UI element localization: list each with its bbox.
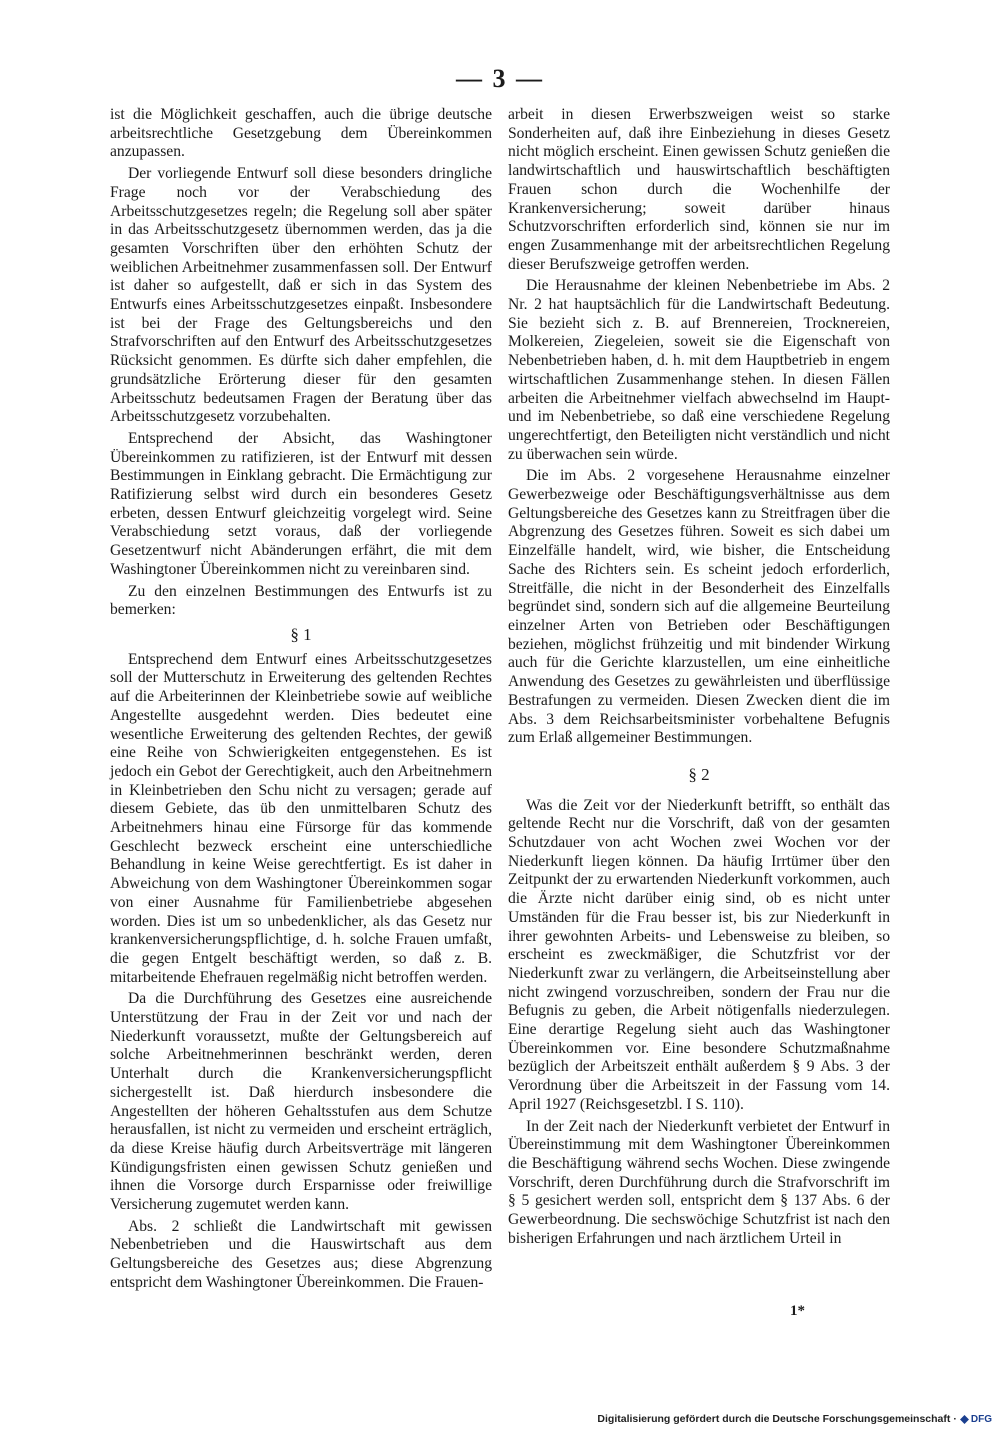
paragraph: arbeit in diesen Erwerbszweigen weist so starke Sonderheiten auf, daß ihre Einbeziehung in dieses Gesetz nicht möglich erscheint. Einen gewissen Schutz genießen die landwirtschaftlich und hauswirtschaftlich beschäftigten Frauen schon durch die Wochenhilfe der Krankenversicherung; soweit darüber hinaus Schutzvorschriften erforderlich sind, können sie nur im engen Zusammenhange mit der arbeitsrechtlichen Regelung dieser Berufszweige getroffen werden. xyxy=(508,106,890,273)
dfg-logo-icon xyxy=(960,1414,992,1425)
paragraph: Der vorliegende Entwurf soll diese besonders dringliche Frage noch vor der Verabschiedung des Arbeitsschutzgesetzes regeln; die Regelung soll aber später in das Arbeitsschutzgesetz übernommen werden, das ja die gesamten Vorschriften über den erhöhten Schutz der weiblichen Arbeitnehmer zusammenfassen soll. Der Entwurf ist daher so aufgestellt, daß er sich in das System des Entwurfs eines Arbeitsschutzgesetzes einpaßt. Insbesondere ist bei der Frage des Geltungsbereichs und den Strafvorschriften auf den Entwurf des Arbeitsschutzgesetzes Rücksicht genommen. Es dürfte sich daher empfehlen, die grundsätzliche Erörterung dieser für den gesamten Arbeitsschutz bedeutsamen Fragen der Beratung über das Arbeitsschutzgesetz vorzubehalten. xyxy=(110,165,492,426)
paragraph: ist die Möglichkeit geschaffen, auch die übrige deutsche arbeitsrechtliche Gesetzgebung dem Übereinkommen anzupassen. xyxy=(110,106,492,161)
page-number: — 3 — xyxy=(456,64,544,93)
footer-credit xyxy=(597,1413,992,1425)
paragraph: Was die Zeit vor der Niederkunft betrifft, so enthält das geltende Recht nur die Vorschrift, daß von der gesamten Schutzdauer von acht Wochen zwei Wochen vor der Niederkunft liegen können. Da häufig Irrtümer über den Zeitpunkt der zu erwartenden Niederkunft vorkommen, auch die Ärzte nicht darüber einig sind, ob es nicht unter Umständen für die Frau besser ist, bis zur Niederkunft in ihrer gewohnten Arbeits- und Lebensweise zu bleiben, so erscheint es zweckmäßiger, die Schutzfrist vor der Niederkunft zwar zu verlängern, die Arbeitseinstellung aber nicht zwingend vorzuschreiben, sondern der Frau nur die Befugnis zu geben, die Arbeit nötigenfalls niederzulegen. Eine derartige Regelung sieht auch das Washingtoner Übereinkommen vor. Eine besondere Schutzmaßnahme bezüglich der Arbeitszeit enthält außerdem § 9 Abs. 3 der Verordnung über die Arbeitszeit in der Fassung vom 14. April 1927 (Reichsgesetzbl. I S. 110). xyxy=(508,796,890,1113)
dfg-mark-icon xyxy=(960,1415,969,1424)
paragraph: Zu den einzelnen Bestimmungen des Entwurfs ist zu bemerken: xyxy=(110,582,492,619)
footer-separator: · xyxy=(953,1413,957,1425)
section-heading-1: § 1 xyxy=(290,624,312,644)
paragraph: Entsprechend der Absicht, das Washingtoner Übereinkommen zu ratifizieren, ist der Entwurf mit dessen Bestimmungen in Einklang gebracht. Die Ermächtigung zur Ratifizierung selbst wird durch ein besonderes Gesetz erbeten, dessen Entwurf gleichzeitig vorgelegt wird. Seine Verabschiedung setzt voraus, daß der vorliegende Gesetzentwurf nicht Abänderungen erfährt, die mit dem Washingtoner Übereinkommen nicht zu vereinbaren sind. xyxy=(110,429,492,578)
paragraph: In der Zeit nach der Niederkunft verbietet der Entwurf in Übereinstimmung mit dem Washingtoner Übereinkommen die Beschäftigung während sechs Wochen. Diese zwingende Vorschrift, deren Durchführung durch die Strafvorschrift im § 5 gesichert werden soll, entspricht dem § 137 Abs. 6 der Gewerbeordnung. Die sechswöchige Schutzfrist ist nach den bisherigen Erfahrungen und nach ärztlichem Urteil in xyxy=(508,1117,890,1247)
footer-credit-text: Digitalisierung gefördert durch die Deutsche Forschungsgemeinschaft xyxy=(597,1413,951,1425)
section-heading-2: § 2 xyxy=(688,764,710,784)
paragraph: Abs. 2 schließt die Landwirtschaft mit gewissen Nebenbetrieben und die Hauswirtschaft aus dem Geltungsbereiche des Gesetzes aus; diese Abgrenzung entspricht dem Washingtoner Übereinkommen. Die Frauen- xyxy=(110,1217,492,1291)
paragraph: Da die Durchführung des Gesetzes eine ausreichende Unterstützung der Frau in der Zeit vor und nach der Niederkunft voraussetzt, mußte der Geltungsbereich auf solche Arbeitnehmerinnen beschränkt werden, deren Unterhalt durch die Krankenversicherungspflicht sichergestellt ist. Daß hierdurch insbesondere die Angestellten der höheren Gehaltsstufen aus dem Schutze herausfallen, ist nicht zu vermeiden und erscheint erträglich, da diese Kreise häufig durch Arbeitsverträge mit längeren Kündigungsfristen einen gewissen Schutz genießen und ihnen die Vorsorge durch Ersparnisse oder freiwillige Versicherung zugemutet werden kann. xyxy=(110,990,492,1214)
paragraph: Entsprechend dem Entwurf eines Arbeitsschutzgesetzes soll der Mutterschutz in Erweiterung des geltenden Rechtes auf die Arbeiterinnen der Kleinbetriebe sowie auf weibliche Angestellte ausgedehnt werden. Dies bedeutet eine wesentliche Erweiterung des geltenden Rechtes, der gewiß eine Reihe von Schwierigkeiten entgegenstehen. Es ist jedoch ein Gebot der Gerechtigkeit, auch den Arbeitnehmern in Kleinbetrieben den Schu nicht zu versagen; gerade auf diesem Gebiete, das üb den unmittelbaren Schutz des Arbeitnehmers hinau eine Fürsorge für das kommende Geschlecht bezweck erscheint eine unterschiedliche Behandlung in keine Weise gerechtfertigt. Es ist daher in Abweichung von dem Washingtoner Übereinkommen sogar von einer Ausnahme für Familienbetriebe abgesehen worden. Dies ist um so unbedenklicher, als das Gesetz nur krankenversicherungspflichtige, d. h. solche Frauen umfaßt, die gegen Entgelt beschäftigt werden, so daß z. B. mitarbeitende Ehefrauen regelmäßig nicht betroffen werden. xyxy=(110,650,492,986)
paragraph: Die Herausnahme der kleinen Nebenbetriebe im Abs. 2 Nr. 2 hat hauptsächlich für die Landwirtschaft Bedeutung. Sie bezieht sich z. B. auf Brennereien, Trocknereien, Molkereien, Ziegeleien, soweit sie die Eigenschaft von Nebenbetrieben haben, d. h. mit dem Hauptbetrieb in engem wirtschaftlichen Zusammenhange stehen. In diesen Fällen arbeiten die Arbeitnehmer vielfach abwechselnd im Haupt- und im Nebenbetriebe, so daß eine verschiedene Regelung ungerechtfertigt, den Beteiligten nicht verständlich und nicht zu überwachen sein würde. xyxy=(508,277,890,463)
right-column xyxy=(508,106,890,1251)
paragraph: Die im Abs. 2 vorgesehene Herausnahme einzelner Gewerbezweige oder Beschäftigungsverhältnisse aus dem Geltungsbereiche des Gesetzes kann zu Streitfragen über die Abgrenzung des Gesetzes führen. Soweit es sich dabei um Einzelfälle handelt, wird, wie bisher, die Entscheidung Sache des Richters sein. Es scheint jedoch erforderlich, Streitfälle, die nicht in der Besonderheit des Einzelfalls begründet sind, sondern sich auf die allgemeine Beurteilung einzelner Arten von Betrieben oder Beschäftigungen beziehen, möglichst frühzeitig und mit bindender Wirkung auch für die Gerichte klarzustellen, um eine einheitliche Anwendung des Gesetzes zu gewährleisten und überflüssige Bestrafungen zu vermeiden. Diesen Zwecken dient die im Abs. 3 dem Reichsarbeitsminister vorbehaltene Befugnis zum Erlaß allgemeiner Bestimmungen. xyxy=(508,467,890,747)
dfg-logo-text: DFG xyxy=(970,1413,992,1425)
left-column xyxy=(110,106,492,1296)
signature-mark: 1* xyxy=(790,1303,805,1319)
